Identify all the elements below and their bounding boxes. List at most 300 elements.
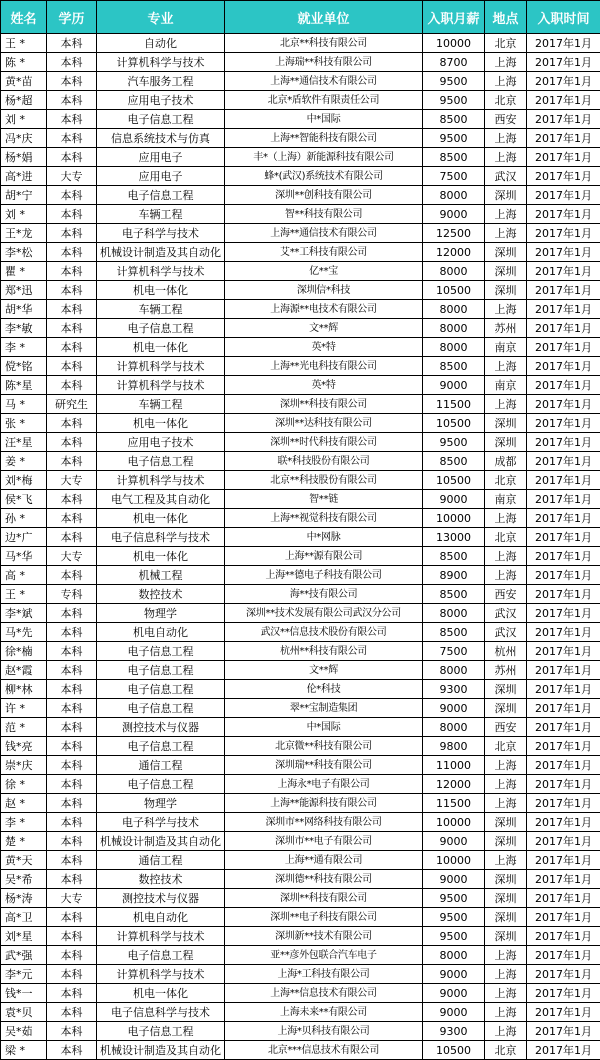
salary-cell: 12000 xyxy=(423,775,485,794)
name-cell: 高*卫 xyxy=(1,908,47,927)
date-cell: 2017年1月 xyxy=(527,623,600,642)
name-cell: 陈 * xyxy=(1,53,47,72)
table-row xyxy=(1,509,600,528)
table-row xyxy=(1,585,600,604)
name-cell: 杨*超 xyxy=(1,91,47,110)
location-cell: 武汉 xyxy=(485,604,527,623)
location-cell: 深圳 xyxy=(485,680,527,699)
employer-cell: 智**链 xyxy=(225,490,423,509)
salary-cell: 9000 xyxy=(423,376,485,395)
salary-cell: 10500 xyxy=(423,471,485,490)
salary-cell: 8000 xyxy=(423,718,485,737)
date-cell: 2017年1月 xyxy=(527,642,600,661)
education-cell: 本科 xyxy=(47,718,97,737)
education-cell: 本科 xyxy=(47,262,97,281)
table-row xyxy=(1,224,600,243)
table-row xyxy=(1,623,600,642)
major-cell: 数控技术 xyxy=(97,585,225,604)
employer-cell: 北京**科技股份有限公司 xyxy=(225,471,423,490)
table-row xyxy=(1,680,600,699)
date-cell: 2017年1月 xyxy=(527,528,600,547)
major-cell: 电子信息工程 xyxy=(97,110,225,129)
salary-cell: 10500 xyxy=(423,414,485,433)
employer-cell: 上海永*电子有限公司 xyxy=(225,775,423,794)
name-cell: 郑*迅 xyxy=(1,281,47,300)
location-cell: 北京 xyxy=(485,528,527,547)
table-row xyxy=(1,699,600,718)
table-row xyxy=(1,91,600,110)
major-cell: 电子信息工程 xyxy=(97,452,225,471)
employer-cell: 上海**源有限公司 xyxy=(225,547,423,566)
table-row xyxy=(1,718,600,737)
salary-cell: 9500 xyxy=(423,433,485,452)
name-cell: 范 * xyxy=(1,718,47,737)
date-cell: 2017年1月 xyxy=(527,794,600,813)
major-cell: 自动化 xyxy=(97,34,225,53)
table-row xyxy=(1,148,600,167)
location-cell: 上海 xyxy=(485,129,527,148)
education-cell: 本科 xyxy=(47,1003,97,1022)
table-row xyxy=(1,129,600,148)
table-row xyxy=(1,357,600,376)
education-cell: 本科 xyxy=(47,186,97,205)
education-cell: 本科 xyxy=(47,300,97,319)
employer-cell: 亿**宝 xyxy=(225,262,423,281)
date-cell: 2017年1月 xyxy=(527,262,600,281)
location-cell: 北京 xyxy=(485,1041,527,1060)
name-cell: 王 * xyxy=(1,585,47,604)
location-cell: 上海 xyxy=(485,851,527,870)
header-major: 专业 xyxy=(97,1,225,34)
employer-cell: 文**辉 xyxy=(225,319,423,338)
employer-cell: 深圳德**科技有限公司 xyxy=(225,870,423,889)
date-cell: 2017年1月 xyxy=(527,148,600,167)
table-row xyxy=(1,775,600,794)
name-cell: 刘*星 xyxy=(1,927,47,946)
table-row xyxy=(1,186,600,205)
major-cell: 电气工程及其自动化 xyxy=(97,490,225,509)
name-cell: 李*斌 xyxy=(1,604,47,623)
location-cell: 上海 xyxy=(485,1003,527,1022)
name-cell: 马*先 xyxy=(1,623,47,642)
education-cell: 本科 xyxy=(47,794,97,813)
location-cell: 武汉 xyxy=(485,167,527,186)
major-cell: 计算机科学与技术 xyxy=(97,357,225,376)
table-row xyxy=(1,376,600,395)
table-row xyxy=(1,243,600,262)
location-cell: 深圳 xyxy=(485,927,527,946)
education-cell: 本科 xyxy=(47,984,97,1003)
education-cell: 本科 xyxy=(47,319,97,338)
table-row xyxy=(1,832,600,851)
salary-cell: 8000 xyxy=(423,946,485,965)
date-cell: 2017年1月 xyxy=(527,718,600,737)
major-cell: 测控技术与仪器 xyxy=(97,889,225,908)
name-cell: 杨*涛 xyxy=(1,889,47,908)
salary-cell: 10500 xyxy=(423,281,485,300)
major-cell: 机电自动化 xyxy=(97,623,225,642)
salary-cell: 9500 xyxy=(423,889,485,908)
salary-cell: 8700 xyxy=(423,53,485,72)
employer-cell: 中*网脉 xyxy=(225,528,423,547)
date-cell: 2017年1月 xyxy=(527,205,600,224)
education-cell: 本科 xyxy=(47,965,97,984)
major-cell: 机械设计制造及其自动化 xyxy=(97,243,225,262)
salary-cell: 10500 xyxy=(423,1041,485,1060)
table-row xyxy=(1,737,600,756)
major-cell: 电子信息工程 xyxy=(97,775,225,794)
salary-cell: 8500 xyxy=(423,585,485,604)
major-cell: 车辆工程 xyxy=(97,205,225,224)
education-cell: 本科 xyxy=(47,756,97,775)
education-cell: 本科 xyxy=(47,737,97,756)
name-cell: 王 * xyxy=(1,34,47,53)
date-cell: 2017年1月 xyxy=(527,395,600,414)
education-cell: 本科 xyxy=(47,908,97,927)
name-cell: 刘 * xyxy=(1,205,47,224)
header-location: 地点 xyxy=(485,1,527,34)
table-row xyxy=(1,452,600,471)
major-cell: 电子信息工程 xyxy=(97,186,225,205)
table-row xyxy=(1,1041,600,1060)
date-cell: 2017年1月 xyxy=(527,509,600,528)
major-cell: 车辆工程 xyxy=(97,395,225,414)
name-cell: 赵 * xyxy=(1,794,47,813)
date-cell: 2017年1月 xyxy=(527,34,600,53)
major-cell: 计算机科学与技术 xyxy=(97,965,225,984)
date-cell: 2017年1月 xyxy=(527,433,600,452)
date-cell: 2017年1月 xyxy=(527,566,600,585)
employer-cell: 上海**德电子科技有限公司 xyxy=(225,566,423,585)
major-cell: 车辆工程 xyxy=(97,300,225,319)
name-cell: 许 * xyxy=(1,699,47,718)
salary-cell: 8500 xyxy=(423,148,485,167)
salary-cell: 11500 xyxy=(423,395,485,414)
table-row xyxy=(1,908,600,927)
table-body xyxy=(1,34,600,1060)
location-cell: 北京 xyxy=(485,91,527,110)
location-cell: 深圳 xyxy=(485,281,527,300)
education-cell: 本科 xyxy=(47,376,97,395)
salary-cell: 12500 xyxy=(423,224,485,243)
location-cell: 西安 xyxy=(485,718,527,737)
education-cell: 本科 xyxy=(47,243,97,262)
name-cell: 吴*茹 xyxy=(1,1022,47,1041)
salary-cell: 8500 xyxy=(423,357,485,376)
education-cell: 本科 xyxy=(47,148,97,167)
name-cell: 孙 * xyxy=(1,509,47,528)
location-cell: 上海 xyxy=(485,395,527,414)
name-cell: 冯*庆 xyxy=(1,129,47,148)
salary-cell: 8000 xyxy=(423,604,485,623)
table-row xyxy=(1,1022,600,1041)
education-cell: 研究生 xyxy=(47,395,97,414)
salary-cell: 7500 xyxy=(423,642,485,661)
location-cell: 深圳 xyxy=(485,433,527,452)
location-cell: 上海 xyxy=(485,775,527,794)
date-cell: 2017年1月 xyxy=(527,376,600,395)
employer-cell: 深圳**技术发展有限公司武汉分公司 xyxy=(225,604,423,623)
education-cell: 本科 xyxy=(47,851,97,870)
employer-cell: 上海**光电科技有限公司 xyxy=(225,357,423,376)
salary-cell: 8000 xyxy=(423,338,485,357)
education-cell: 本科 xyxy=(47,129,97,148)
location-cell: 上海 xyxy=(485,946,527,965)
salary-cell: 13000 xyxy=(423,528,485,547)
salary-cell: 8900 xyxy=(423,566,485,585)
name-cell: 李*元 xyxy=(1,965,47,984)
table-row xyxy=(1,851,600,870)
education-cell: 大专 xyxy=(47,167,97,186)
location-cell: 上海 xyxy=(485,300,527,319)
date-cell: 2017年1月 xyxy=(527,357,600,376)
salary-cell: 11500 xyxy=(423,794,485,813)
location-cell: 北京 xyxy=(485,737,527,756)
date-cell: 2017年1月 xyxy=(527,775,600,794)
name-cell: 李 * xyxy=(1,813,47,832)
education-cell: 本科 xyxy=(47,832,97,851)
salary-cell: 8500 xyxy=(423,547,485,566)
name-cell: 胡*宁 xyxy=(1,186,47,205)
major-cell: 测控技术与仪器 xyxy=(97,718,225,737)
table-row xyxy=(1,338,600,357)
name-cell: 李*敏 xyxy=(1,319,47,338)
salary-cell: 9000 xyxy=(423,1003,485,1022)
table-row xyxy=(1,395,600,414)
table-row xyxy=(1,813,600,832)
date-cell: 2017年1月 xyxy=(527,547,600,566)
name-cell: 傥*铭 xyxy=(1,357,47,376)
date-cell: 2017年1月 xyxy=(527,224,600,243)
salary-cell: 9500 xyxy=(423,908,485,927)
salary-cell: 9300 xyxy=(423,1022,485,1041)
date-cell: 2017年1月 xyxy=(527,908,600,927)
employer-cell: 上海**视觉科技有限公司 xyxy=(225,509,423,528)
date-cell: 2017年1月 xyxy=(527,1003,600,1022)
table-row xyxy=(1,414,600,433)
salary-cell: 9000 xyxy=(423,205,485,224)
major-cell: 机电一体化 xyxy=(97,984,225,1003)
education-cell: 本科 xyxy=(47,642,97,661)
salary-cell: 10000 xyxy=(423,34,485,53)
name-cell: 武*强 xyxy=(1,946,47,965)
name-cell: 张 * xyxy=(1,414,47,433)
location-cell: 深圳 xyxy=(485,186,527,205)
salary-cell: 12000 xyxy=(423,243,485,262)
table-row xyxy=(1,528,600,547)
employer-cell: 上海未来**有限公司 xyxy=(225,1003,423,1022)
education-cell: 本科 xyxy=(47,72,97,91)
location-cell: 北京 xyxy=(485,471,527,490)
employer-cell: 英*特 xyxy=(225,376,423,395)
name-cell: 徐*楠 xyxy=(1,642,47,661)
major-cell: 机电自动化 xyxy=(97,908,225,927)
employer-cell: 上海**智能科技有限公司 xyxy=(225,129,423,148)
major-cell: 应用电子 xyxy=(97,148,225,167)
location-cell: 深圳 xyxy=(485,908,527,927)
location-cell: 深圳 xyxy=(485,832,527,851)
education-cell: 本科 xyxy=(47,53,97,72)
header-start-date: 入职时间 xyxy=(527,1,600,34)
location-cell: 上海 xyxy=(485,756,527,775)
name-cell: 柳*林 xyxy=(1,680,47,699)
major-cell: 计算机科学与技术 xyxy=(97,262,225,281)
date-cell: 2017年1月 xyxy=(527,889,600,908)
major-cell: 通信工程 xyxy=(97,851,225,870)
location-cell: 上海 xyxy=(485,224,527,243)
salary-cell: 9000 xyxy=(423,832,485,851)
education-cell: 本科 xyxy=(47,775,97,794)
employer-cell: 英*特 xyxy=(225,338,423,357)
table-row xyxy=(1,319,600,338)
location-cell: 深圳 xyxy=(485,870,527,889)
major-cell: 计算机科学与技术 xyxy=(97,471,225,490)
name-cell: 刘 * xyxy=(1,110,47,129)
employer-cell: 中*国际 xyxy=(225,110,423,129)
location-cell: 上海 xyxy=(485,794,527,813)
header-row xyxy=(1,1,600,34)
location-cell: 深圳 xyxy=(485,699,527,718)
date-cell: 2017年1月 xyxy=(527,452,600,471)
location-cell: 上海 xyxy=(485,53,527,72)
employer-cell: 北京**科技有限公司 xyxy=(225,34,423,53)
date-cell: 2017年1月 xyxy=(527,699,600,718)
table-row xyxy=(1,1003,600,1022)
date-cell: 2017年1月 xyxy=(527,927,600,946)
education-cell: 本科 xyxy=(47,813,97,832)
major-cell: 应用电子技术 xyxy=(97,91,225,110)
employer-cell: 上海**通信技术有限公司 xyxy=(225,224,423,243)
table-row xyxy=(1,490,600,509)
employer-cell: 伦*科技 xyxy=(225,680,423,699)
location-cell: 成都 xyxy=(485,452,527,471)
date-cell: 2017年1月 xyxy=(527,756,600,775)
table-row xyxy=(1,471,600,490)
header-salary: 入职月薪 xyxy=(423,1,485,34)
major-cell: 电子信息工程 xyxy=(97,699,225,718)
salary-cell: 9500 xyxy=(423,72,485,91)
salary-cell: 9500 xyxy=(423,927,485,946)
employer-cell: 艾**工科技有限公司 xyxy=(225,243,423,262)
salary-cell: 10000 xyxy=(423,813,485,832)
name-cell: 李 * xyxy=(1,338,47,357)
date-cell: 2017年1月 xyxy=(527,851,600,870)
salary-cell: 9800 xyxy=(423,737,485,756)
salary-cell: 9000 xyxy=(423,870,485,889)
location-cell: 南京 xyxy=(485,490,527,509)
employer-cell: 深圳**创科技有限公司 xyxy=(225,186,423,205)
education-cell: 大专 xyxy=(47,889,97,908)
employer-cell: 北京微**科技有限公司 xyxy=(225,737,423,756)
table-row xyxy=(1,110,600,129)
table-row xyxy=(1,927,600,946)
major-cell: 电子信息科学与技术 xyxy=(97,528,225,547)
table-row xyxy=(1,53,600,72)
salary-cell: 8500 xyxy=(423,452,485,471)
name-cell: 汪*星 xyxy=(1,433,47,452)
education-cell: 本科 xyxy=(47,1041,97,1060)
header-employer: 就业单位 xyxy=(225,1,423,34)
date-cell: 2017年1月 xyxy=(527,72,600,91)
employer-cell: 深圳市**电子有限公司 xyxy=(225,832,423,851)
education-cell: 本科 xyxy=(47,566,97,585)
employer-cell: 文**辉 xyxy=(225,661,423,680)
employer-cell: 深圳瑞**科技有限公司 xyxy=(225,756,423,775)
education-cell: 本科 xyxy=(47,205,97,224)
education-cell: 本科 xyxy=(47,623,97,642)
salary-cell: 8500 xyxy=(423,110,485,129)
major-cell: 机电一体化 xyxy=(97,281,225,300)
salary-cell: 10000 xyxy=(423,851,485,870)
education-cell: 大专 xyxy=(47,471,97,490)
location-cell: 深圳 xyxy=(485,243,527,262)
table-row xyxy=(1,566,600,585)
date-cell: 2017年1月 xyxy=(527,471,600,490)
name-cell: 姜 * xyxy=(1,452,47,471)
major-cell: 电子科学与技术 xyxy=(97,813,225,832)
education-cell: 本科 xyxy=(47,433,97,452)
table-row xyxy=(1,604,600,623)
date-cell: 2017年1月 xyxy=(527,680,600,699)
employer-cell: 上海源**电技术有限公司 xyxy=(225,300,423,319)
salary-cell: 8000 xyxy=(423,661,485,680)
education-cell: 本科 xyxy=(47,338,97,357)
salary-cell: 8000 xyxy=(423,319,485,338)
date-cell: 2017年1月 xyxy=(527,832,600,851)
table-row xyxy=(1,72,600,91)
education-cell: 本科 xyxy=(47,452,97,471)
name-cell: 袁*贝 xyxy=(1,1003,47,1022)
name-cell: 高 * xyxy=(1,566,47,585)
employer-cell: 上海瑞**科技有限公司 xyxy=(225,53,423,72)
name-cell: 吴*希 xyxy=(1,870,47,889)
employer-cell: 深圳**达科技有限公司 xyxy=(225,414,423,433)
location-cell: 西安 xyxy=(485,110,527,129)
employer-cell: 深圳**电子科技有限公司 xyxy=(225,908,423,927)
location-cell: 南京 xyxy=(485,338,527,357)
major-cell: 应用电子技术 xyxy=(97,433,225,452)
major-cell: 机电一体化 xyxy=(97,338,225,357)
table-row xyxy=(1,34,600,53)
date-cell: 2017年1月 xyxy=(527,129,600,148)
salary-cell: 9500 xyxy=(423,91,485,110)
name-cell: 瞿 * xyxy=(1,262,47,281)
education-cell: 本科 xyxy=(47,680,97,699)
major-cell: 计算机科学与技术 xyxy=(97,53,225,72)
salary-cell: 9000 xyxy=(423,490,485,509)
header-name: 姓名 xyxy=(1,1,47,34)
date-cell: 2017年1月 xyxy=(527,300,600,319)
table-row xyxy=(1,946,600,965)
date-cell: 2017年1月 xyxy=(527,91,600,110)
location-cell: 南京 xyxy=(485,376,527,395)
education-cell: 本科 xyxy=(47,34,97,53)
date-cell: 2017年1月 xyxy=(527,243,600,262)
salary-cell: 9000 xyxy=(423,984,485,1003)
date-cell: 2017年1月 xyxy=(527,984,600,1003)
header-education: 学历 xyxy=(47,1,97,34)
table-row xyxy=(1,433,600,452)
employer-cell: 上海**信息技术有限公司 xyxy=(225,984,423,1003)
location-cell: 深圳 xyxy=(485,262,527,281)
employer-cell: 北京***信息技术有限公司 xyxy=(225,1041,423,1060)
date-cell: 2017年1月 xyxy=(527,414,600,433)
name-cell: 徐 * xyxy=(1,775,47,794)
name-cell: 胡*华 xyxy=(1,300,47,319)
salary-cell: 8000 xyxy=(423,300,485,319)
salary-cell: 9500 xyxy=(423,129,485,148)
date-cell: 2017年1月 xyxy=(527,946,600,965)
